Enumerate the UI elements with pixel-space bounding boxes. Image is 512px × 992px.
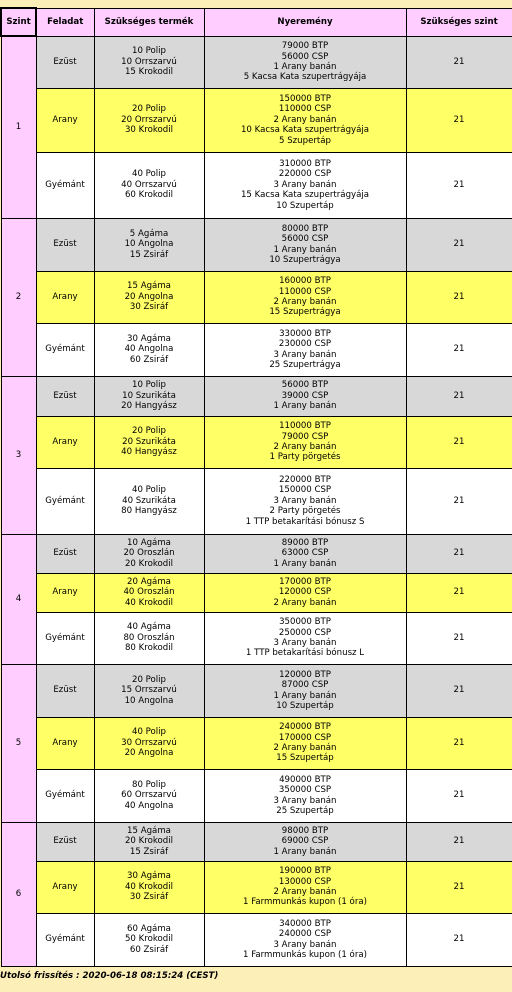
- task-name-cell: Ezüst: [36, 36, 94, 88]
- reward-line: 87000 CSP: [281, 680, 329, 691]
- reward-line: 3 Arany banán: [273, 795, 337, 806]
- rewards-table: [0, 7, 512, 967]
- required-level-cell: 21: [406, 861, 512, 913]
- szint-cell: 2: [1, 218, 36, 376]
- table-row: [1, 717, 512, 769]
- required-item-line: 20 Angolna: [124, 748, 174, 759]
- table-row: [1, 913, 512, 966]
- required-item-line: 60 Zsiráf: [129, 354, 169, 365]
- reward-line: 310000 BTP: [279, 158, 331, 169]
- reward-line: 110000 CSP: [278, 286, 332, 297]
- reward-line: 63000 CSP: [281, 548, 329, 559]
- rewards-cell: [204, 36, 406, 88]
- task-name-cell: Gyémánt: [36, 152, 94, 218]
- reward-line: 110000 CSP: [278, 104, 332, 115]
- required-item-line: 15 Agáma: [127, 281, 171, 292]
- reward-line: 80000 BTP: [281, 223, 329, 234]
- reward-line: 1 Farmmunkás kupon (1 óra): [243, 897, 367, 908]
- required-item-line: 30 Agáma: [127, 333, 171, 344]
- required-item-line: 40 Angolna: [124, 800, 174, 811]
- required-item-line: 40 Szurikáta: [122, 495, 176, 506]
- rewards-cell: [204, 861, 406, 913]
- reward-line: 3 Arany banán: [273, 349, 337, 360]
- table-row: [1, 376, 512, 416]
- required-items-cell: [94, 664, 204, 717]
- required-item-line: 40 Polip: [131, 727, 167, 738]
- reward-line: 1 Arany banán: [273, 244, 337, 255]
- table-header-row: [1, 8, 512, 36]
- required-item-line: 60 Zsiráf: [129, 944, 169, 955]
- reward-line: 2 Arany banán: [273, 743, 337, 753]
- reward-line: 3 Arany banán: [273, 939, 337, 950]
- table-row: [1, 88, 512, 152]
- task-name-cell: Arany: [36, 271, 94, 323]
- required-level-cell: 21: [406, 323, 512, 376]
- required-level-cell: 21: [406, 573, 512, 612]
- required-items-cell: [94, 534, 204, 573]
- required-item-line: 40 Polip: [131, 169, 167, 180]
- reward-line: 15 Szupertáp: [276, 753, 334, 764]
- szint-cell: 5: [1, 664, 36, 822]
- reward-line: 89000 BTP: [281, 537, 329, 548]
- rewards-cell: [204, 88, 406, 152]
- reward-line: 1 Farmmunkás kupon (1 óra): [243, 949, 367, 960]
- required-level-cell: 21: [406, 376, 512, 416]
- required-item-line: 10 Szurikáta: [122, 390, 176, 401]
- required-item-line: 10 Polip: [131, 46, 167, 57]
- reward-line: 1 Arany banán: [273, 401, 337, 412]
- task-name-cell: Arany: [36, 717, 94, 769]
- last-updated-footer: Utolsó frissítés : 2020-06-18 08:15:24 (CEST): [0, 971, 219, 981]
- reward-line: 220000 BTP: [279, 474, 331, 485]
- required-item-line: 40 Oroszlán: [123, 587, 175, 598]
- table-row: [1, 323, 512, 376]
- reward-line: 330000 BTP: [279, 328, 331, 339]
- required-item-line: 15 Orrszarvú: [121, 685, 177, 696]
- required-items-cell: [94, 612, 204, 664]
- rewards-cell: [204, 717, 406, 769]
- required-item-line: 80 Polip: [131, 779, 167, 790]
- rewards-cell: [204, 612, 406, 664]
- reward-line: 1 Arany banán: [273, 62, 337, 72]
- required-item-line: 20 Polip: [131, 674, 167, 685]
- required-item-line: 10 Polip: [131, 380, 167, 391]
- reward-line: 56000 BTP: [281, 380, 329, 391]
- task-name-cell: Ezüst: [36, 822, 94, 861]
- task-name-cell: Ezüst: [36, 534, 94, 573]
- reward-line: 98000 BTP: [281, 825, 329, 836]
- reward-line: 2 Party pörgetés: [269, 506, 341, 517]
- required-item-line: 30 Krokodil: [124, 125, 174, 136]
- reward-line: 15 Szupertrágya: [269, 307, 341, 318]
- required-items-cell: [94, 152, 204, 218]
- required-items-cell: [94, 376, 204, 416]
- required-items-cell: [94, 88, 204, 152]
- reward-line: 5 Szupertáp: [279, 135, 331, 146]
- reward-line: 2 Arany banán: [273, 442, 337, 452]
- task-name-cell: Gyémánt: [36, 468, 94, 534]
- required-item-line: 30 Orrszarvú: [121, 737, 177, 748]
- required-items-cell: [94, 468, 204, 534]
- required-items-cell: [94, 717, 204, 769]
- szint-cell: 4: [1, 534, 36, 664]
- required-item-line: 80 Krokodil: [124, 643, 174, 654]
- table-row: [1, 664, 512, 717]
- required-item-line: 20 Polip: [131, 104, 167, 115]
- reward-line: 340000 BTP: [279, 918, 331, 929]
- required-item-line: 50 Krokodil: [124, 934, 174, 945]
- required-item-line: 40 Orrszarvú: [121, 179, 177, 190]
- reward-line: 10 Kacsa Kata szupertrágyája: [240, 125, 370, 136]
- reward-line: 1 Party pörgetés: [269, 452, 341, 463]
- required-item-line: 15 Zsiráf: [129, 846, 169, 857]
- required-item-line: 60 Orrszarvú: [121, 790, 177, 801]
- required-item-line: 20 Szurikáta: [122, 436, 176, 447]
- reward-line: 230000 CSP: [278, 339, 332, 350]
- required-item-line: 40 Hangyász: [121, 447, 177, 458]
- reward-line: 3 Arany banán: [273, 495, 337, 506]
- reward-line: 350000 BTP: [279, 617, 331, 628]
- required-level-cell: 21: [406, 717, 512, 769]
- table-row: [1, 218, 512, 271]
- table-row: [1, 36, 512, 88]
- reward-line: 150000 BTP: [279, 93, 331, 104]
- required-item-line: 40 Krokodil: [124, 881, 174, 892]
- reward-line: 160000 BTP: [279, 276, 331, 287]
- rewards-cell: [204, 913, 406, 966]
- reward-line: 350000 CSP: [278, 785, 332, 796]
- reward-line: 5 Kacsa Kata szupertrágyája: [243, 72, 367, 83]
- rewards-cell: [204, 376, 406, 416]
- required-item-line: 40 Krokodil: [124, 597, 174, 608]
- required-item-line: 15 Krokodil: [124, 67, 174, 78]
- reward-line: 25 Szupertrágya: [269, 359, 341, 370]
- required-item-line: 20 Polip: [131, 426, 167, 437]
- reward-line: 250000 CSP: [278, 627, 332, 638]
- reward-line: 2 Arany banán: [273, 887, 337, 897]
- required-item-line: 15 Agáma: [127, 825, 171, 836]
- reward-line: 240000 CSP: [278, 929, 332, 940]
- required-items-cell: [94, 218, 204, 271]
- reward-line: 3 Arany banán: [273, 638, 337, 648]
- reward-line: 150000 CSP: [278, 485, 332, 496]
- reward-line: 110000 BTP: [279, 421, 331, 432]
- reward-line: 120000 CSP: [278, 587, 332, 598]
- task-name-cell: Gyémánt: [36, 769, 94, 822]
- required-item-line: 40 Agáma: [127, 622, 171, 633]
- reward-line: 79000 BTP: [281, 41, 329, 52]
- required-level-cell: 21: [406, 769, 512, 822]
- reward-line: 15 Kacsa Kata szupertrágyája: [240, 190, 370, 201]
- table-row: [1, 271, 512, 323]
- table-row: [1, 468, 512, 534]
- required-item-line: 10 Agáma: [127, 537, 171, 548]
- required-items-cell: [94, 271, 204, 323]
- task-name-cell: Arany: [36, 416, 94, 468]
- column-header-szukseges-termek: Szükséges termék: [94, 8, 204, 36]
- reward-line: 130000 CSP: [278, 876, 332, 887]
- reward-line: 1 TTP betakarítási bónusz S: [245, 516, 365, 527]
- required-level-cell: 21: [406, 88, 512, 152]
- required-item-line: 30 Agáma: [127, 871, 171, 882]
- reward-line: 1 TTP betakarítási bónusz L: [245, 648, 365, 659]
- rewards-cell: [204, 664, 406, 717]
- reward-line: 2 Arany banán: [273, 597, 337, 608]
- required-item-line: 20 Krokodil: [124, 558, 174, 569]
- required-level-cell: 21: [406, 822, 512, 861]
- column-header-nyeremeny: Nyeremény: [204, 8, 406, 36]
- required-items-cell: [94, 36, 204, 88]
- reward-line: 170000 CSP: [278, 732, 332, 743]
- reward-line: 490000 BTP: [279, 774, 331, 785]
- required-level-cell: 21: [406, 664, 512, 717]
- required-item-line: 60 Agáma: [127, 923, 171, 934]
- task-name-cell: Ezüst: [36, 218, 94, 271]
- task-name-cell: Gyémánt: [36, 913, 94, 966]
- rewards-cell: [204, 271, 406, 323]
- table-row: [1, 612, 512, 664]
- rewards-cell: [204, 822, 406, 861]
- required-level-cell: 21: [406, 36, 512, 88]
- required-level-cell: 21: [406, 534, 512, 573]
- required-items-cell: [94, 861, 204, 913]
- required-level-cell: 21: [406, 612, 512, 664]
- required-item-line: 20 Angolna: [124, 291, 174, 302]
- task-name-cell: Ezüst: [36, 376, 94, 416]
- table-row: [1, 416, 512, 468]
- task-name-cell: Ezüst: [36, 664, 94, 717]
- required-item-line: 30 Zsiráf: [129, 892, 169, 903]
- reward-line: 220000 CSP: [278, 169, 332, 180]
- required-item-line: 80 Oroszlán: [123, 632, 175, 643]
- required-items-cell: [94, 822, 204, 861]
- task-name-cell: Arany: [36, 573, 94, 612]
- table-row: [1, 573, 512, 612]
- required-item-line: 10 Orrszarvú: [121, 56, 177, 67]
- required-item-line: 20 Krokodil: [124, 836, 174, 847]
- szint-cell: 1: [1, 36, 36, 218]
- reward-line: 170000 BTP: [279, 576, 331, 587]
- rewards-cell: [204, 218, 406, 271]
- reward-line: 1 Arany banán: [273, 690, 337, 701]
- reward-line: 25 Szupertáp: [276, 805, 334, 816]
- required-items-cell: [94, 323, 204, 376]
- task-name-cell: Arany: [36, 861, 94, 913]
- table-row: [1, 152, 512, 218]
- reward-line: 69000 CSP: [281, 836, 329, 847]
- reward-line: 1 Arany banán: [273, 558, 337, 569]
- table-row: [1, 534, 512, 573]
- required-item-line: 10 Angolna: [124, 695, 174, 706]
- task-name-cell: Gyémánt: [36, 323, 94, 376]
- required-level-cell: 21: [406, 152, 512, 218]
- required-item-line: 30 Zsiráf: [129, 302, 169, 313]
- reward-line: 10 Szupertáp: [276, 700, 334, 711]
- reward-line: 120000 BTP: [279, 669, 331, 680]
- column-header-szint: Szint: [1, 8, 36, 36]
- required-items-cell: [94, 573, 204, 612]
- reward-line: 2 Arany banán: [273, 114, 337, 125]
- reward-line: 3 Arany banán: [273, 179, 337, 190]
- rewards-cell: [204, 152, 406, 218]
- required-level-cell: 21: [406, 416, 512, 468]
- rewards-cell: [204, 323, 406, 376]
- rewards-cell: [204, 769, 406, 822]
- szint-cell: 3: [1, 376, 36, 534]
- required-item-line: 80 Hangyász: [121, 506, 177, 517]
- column-header-szukseges-szint: Szükséges szint: [406, 8, 512, 36]
- reward-line: 56000 CSP: [281, 51, 329, 62]
- reward-line: 190000 BTP: [279, 866, 331, 877]
- rewards-cell: [204, 416, 406, 468]
- task-name-cell: Arany: [36, 88, 94, 152]
- reward-line: 240000 BTP: [279, 722, 331, 733]
- rewards-cell: [204, 573, 406, 612]
- required-level-cell: 21: [406, 218, 512, 271]
- required-item-line: 20 Oroszlán: [123, 548, 175, 559]
- required-item-line: 40 Angolna: [124, 344, 174, 355]
- column-header-feladat: Feladat: [36, 8, 94, 36]
- required-item-line: 15 Zsiráf: [129, 249, 169, 260]
- szint-cell: 6: [1, 822, 36, 966]
- rewards-cell: [204, 534, 406, 573]
- required-items-cell: [94, 769, 204, 822]
- table-row: [1, 822, 512, 861]
- table-body: [1, 36, 512, 966]
- reward-line: 79000 CSP: [281, 431, 329, 442]
- reward-line: 2 Arany banán: [273, 297, 337, 307]
- required-item-line: 5 Agáma: [129, 228, 169, 239]
- required-item-line: 10 Angolna: [124, 239, 174, 250]
- required-item-line: 60 Krokodil: [124, 190, 174, 201]
- required-item-line: 20 Agáma: [127, 576, 171, 587]
- reward-line: 10 Szupertrágya: [269, 254, 341, 265]
- task-name-cell: Gyémánt: [36, 612, 94, 664]
- required-level-cell: 21: [406, 271, 512, 323]
- required-items-cell: [94, 416, 204, 468]
- required-level-cell: 21: [406, 468, 512, 534]
- required-item-line: 20 Orrszarvú: [121, 114, 177, 125]
- required-item-line: 20 Hangyász: [121, 401, 177, 412]
- table-row: [1, 769, 512, 822]
- required-items-cell: [94, 913, 204, 966]
- table-row: [1, 861, 512, 913]
- rewards-cell: [204, 468, 406, 534]
- required-item-line: 40 Polip: [131, 485, 167, 496]
- reward-line: 39000 CSP: [281, 390, 329, 401]
- required-level-cell: 21: [406, 913, 512, 966]
- reward-line: 1 Arany banán: [273, 846, 337, 857]
- reward-line: 10 Szupertáp: [276, 200, 334, 211]
- reward-line: 56000 CSP: [281, 234, 329, 245]
